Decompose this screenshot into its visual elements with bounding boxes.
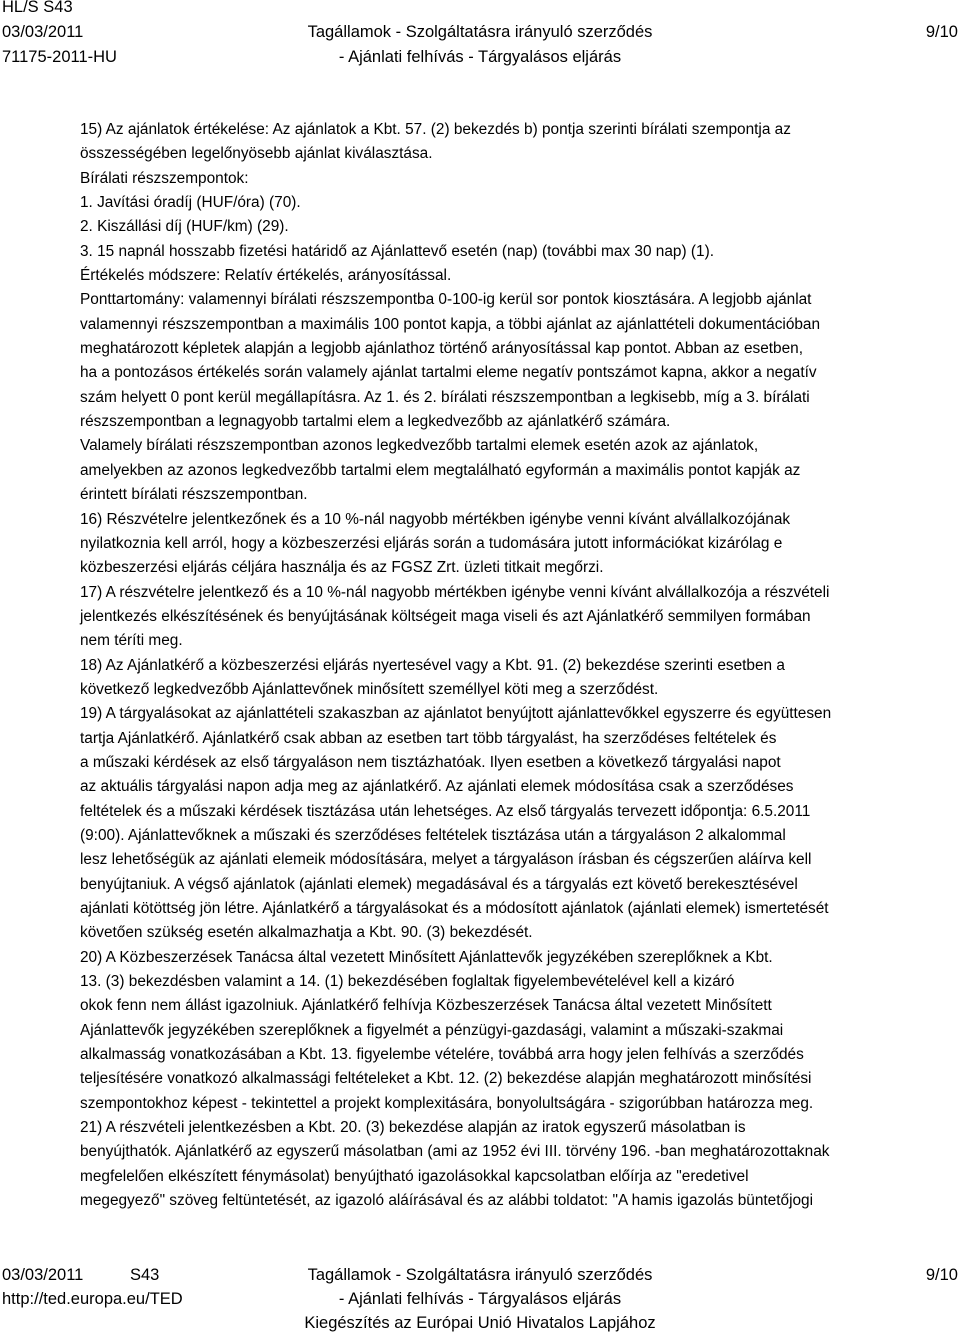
text-line: részszempontban a legnagyobb tartalmi elem a legkedvezőbb az ajánlatkérő számára. — [80, 413, 671, 431]
header-title-line2: - Ajánlati felhívás - Tárgyalásos eljárás — [338, 48, 622, 66]
text-line: amelyekben az azonos legkedvezőbb tartalmi elem megtalálható egyformán a maximális pontot kapják az — [80, 461, 801, 479]
text-line: benyújtaniuk. A végső ajánlatok (ajánlati elemek) megadásával és a tárgyalás ezt követő berekesztésével — [80, 875, 798, 893]
text-line: Ajánlattevők jegyzékében szereplőknek a figyelmét a pénzügyi-gazdasági, valamint a műszaki-szakmai — [80, 1021, 784, 1039]
footer-title-line1: Tagállamok - Szolgáltatásra irányuló szerződés — [307, 1266, 653, 1284]
text-line: 17) A részvételre jelentkező és a 10 %-nál nagyobb mértékben igénybe venni kívánt alvállalkozója a részvételi — [80, 583, 830, 601]
document-body — [80, 118, 952, 1213]
text-line: valamennyi részszempontban a maximális 100 pontot kapja, a többi ajánlat az ajánlattételi dokumentációban — [80, 315, 821, 333]
text-line: feltételek és a műszaki kérdések tisztázása után lehetséges. Az első tárgyalás tervezett időpontja: 6.5.2011 — [80, 802, 811, 820]
text-line: közbeszerzési eljárás céljára használja és az FGSZ Zrt. üzleti titkait megőrzi. — [80, 559, 604, 577]
footer-title-line2: - Ajánlati felhívás - Tárgyalásos eljárás — [338, 1290, 622, 1308]
text-line: nyilatkoznia kell arról, hogy a közbeszerzési eljárás során a tudomására jutott információkat kizárólag e — [80, 534, 783, 552]
text-line: követően szükség esetén alkalmazhatja a Kbt. 90. (3) bekezdését. — [80, 924, 533, 942]
text-line: 16) Részvételre jelentkezőnek és a 10 %-nál nagyobb mértékben igénybe venni kívánt alvállalkozójának — [80, 510, 791, 528]
header-notice-id: 71175-2011-HU — [2, 48, 117, 66]
text-line: 2. Kiszállási díj (HUF/km) (29). — [80, 218, 289, 236]
footer-page-number: 9/10 — [925, 1266, 958, 1284]
text-line: az aktuális tárgyalási napon adja meg az ajánlatkérő. Az ajánlati elemek módosítása csak a szerződéses — [80, 778, 794, 796]
footer-doc-code: S43 — [130, 1266, 160, 1284]
text-line: 19) A tárgyalásokat az ajánlattételi szakaszban az ajánlatot benyújtott ajánlattevőkkel egyszerre és együttesen — [80, 705, 832, 723]
header-date: 03/03/2011 — [2, 23, 84, 41]
header-doc-code: HL/S S43 — [2, 0, 73, 16]
text-line: benyújthatók. Ajánlatkérő az egyszerű másolatban (ami az 1952 évi III. törvény 196. -ban meghatározottaknak — [80, 1143, 830, 1161]
text-line: okok fenn nem állást igazolniuk. Ajánlatkérő felhívja Közbeszerzések Tanácsa által vezetett Minősített — [80, 997, 772, 1015]
footer-title-line3: Kiegészítés az Európai Unió Hivatalos Lapjához — [304, 1314, 656, 1332]
text-line: szempontokhoz képest - tekintettel a projekt komplexitására, bonyolultságára - szigorúbban határozza meg. — [80, 1094, 814, 1112]
text-line: 3. 15 napnál hosszabb fizetési határidő az Ajánlattevő esetén (nap) (további max 30 nap) (1). — [80, 242, 714, 260]
text-line: érintett bírálati részszempontban. — [80, 486, 308, 504]
text-line: Értékelés módszere: Relatív értékelés, arányosítással. — [80, 267, 452, 285]
footer-url[interactable]: http://ted.europa.eu/TED — [2, 1290, 183, 1308]
text-line: 13. (3) bekezdésben valamint a 14. (1) bekezdésében foglaltak figyelembevételével kell a kizáró — [80, 973, 735, 991]
text-line: következő legkedvezőbb Ajánlattevőnek minősített személlyel köti meg a szerződést. — [80, 680, 659, 698]
text-line: megegyező" szöveg feltüntetését, az igazoló aláírásával és az alábbi toldatot: "A hamis igazolás büntetőjogi — [80, 1192, 814, 1210]
text-line: összességében legelőnyösebb ajánlat kiválasztása. — [80, 145, 433, 163]
text-line: 15) Az ajánlatok értékelése: Az ajánlatok a Kbt. 57. (2) bekezdés b) pontja szerinti bírálati szempontja az — [80, 121, 791, 138]
text-line: 20) A Közbeszerzések Tanácsa által vezetett Minősített Ajánlattevők jegyzékében szereplőknek a Kbt. — [80, 948, 773, 966]
header-title-line1: Tagállamok - Szolgáltatásra irányuló szerződés — [307, 23, 653, 41]
text-line: 1. Javítási óradíj (HUF/óra) (70). — [80, 194, 301, 212]
text-line: 21) A részvételi jelentkezésben a Kbt. 20. (3) bekezdése alapján az iratok egyszerű másolatban is — [80, 1119, 746, 1137]
text-line: megfelelően elkészített fénymásolat) benyújtható igazolásokkal kapcsolatban előírja az "eredetivel — [80, 1167, 749, 1185]
text-line: Ponttartomány: valamennyi bírálati részszempontba 0-100-ig kerül sor pontok kiosztására. A legjobb ajánlat — [80, 291, 812, 309]
text-line: lesz lehetőségük az ajánlati elemeik módosítására, melyet a tárgyaláson írásban és cégszerűen aláírva kell — [80, 851, 812, 869]
text-line: ajánlati kötöttség jön létre. Ajánlatkérő a tárgyalásokat és a módosított ajánlatok (ajánlati elemek) ismertetését — [80, 900, 829, 917]
text-line: a műszaki kérdések az első tárgyaláson nem tisztázhatóak. Ilyen esetben a következő tárgyalási napot — [80, 753, 781, 771]
header-page-number: 9/10 — [925, 23, 958, 41]
text-line: alkalmasság vonatkozásában a Kbt. 13. figyelembe vételére, továbbá arra hogy jelen felhívás a szerződés — [80, 1046, 804, 1064]
text-line: teljesítésére vonatkozó alkalmassági feltételeket a Kbt. 12. (2) bekezdése alapján meghatározott minősítési — [80, 1070, 812, 1088]
text-line: ha a pontozásos értékelés során valamely ajánlat tartalmi eleme negatív pontszámot kapna, akkor a negatív — [80, 364, 817, 382]
text-line: meghatározott képletek alapján a legjobb ajánlathoz történő arányosítással kap pontot. Abban az esetben, — [80, 340, 804, 358]
text-line: tartja Ajánlatkérő. Ajánlatkérő csak abban az esetben tart több tárgyalást, ha szerződéses feltételek és — [80, 729, 777, 747]
text-line: Bírálati részszempontok: — [80, 169, 249, 187]
text-line: Valamely bírálati részszempontban azonos legkedvezőbb tartalmi elemek esetén azok az ajánlatok, — [80, 437, 759, 455]
text-line: jelentkezés elkészítésének és benyújtásának költségeit maga viseli és azt Ajánlatkérő semmilyen formában — [80, 607, 811, 625]
footer-date: 03/03/2011 — [2, 1266, 84, 1284]
text-line: 18) Az Ajánlatkérő a közbeszerzési eljárás nyertesével vagy a Kbt. 91. (2) bekezdése szerinti esetben a — [80, 656, 785, 674]
text-line: szám helyett 0 pont kerül megállapításra. Az 1. és 2. bírálati részszempontban a legkisebb, míg a 3. bírálati — [80, 388, 810, 406]
text-line: (9:00). Ajánlattevőknek a műszaki és szerződéses feltételek tisztázása után a tárgyaláson 2 alkalommal — [80, 826, 786, 844]
text-line: nem téríti meg. — [80, 632, 183, 650]
